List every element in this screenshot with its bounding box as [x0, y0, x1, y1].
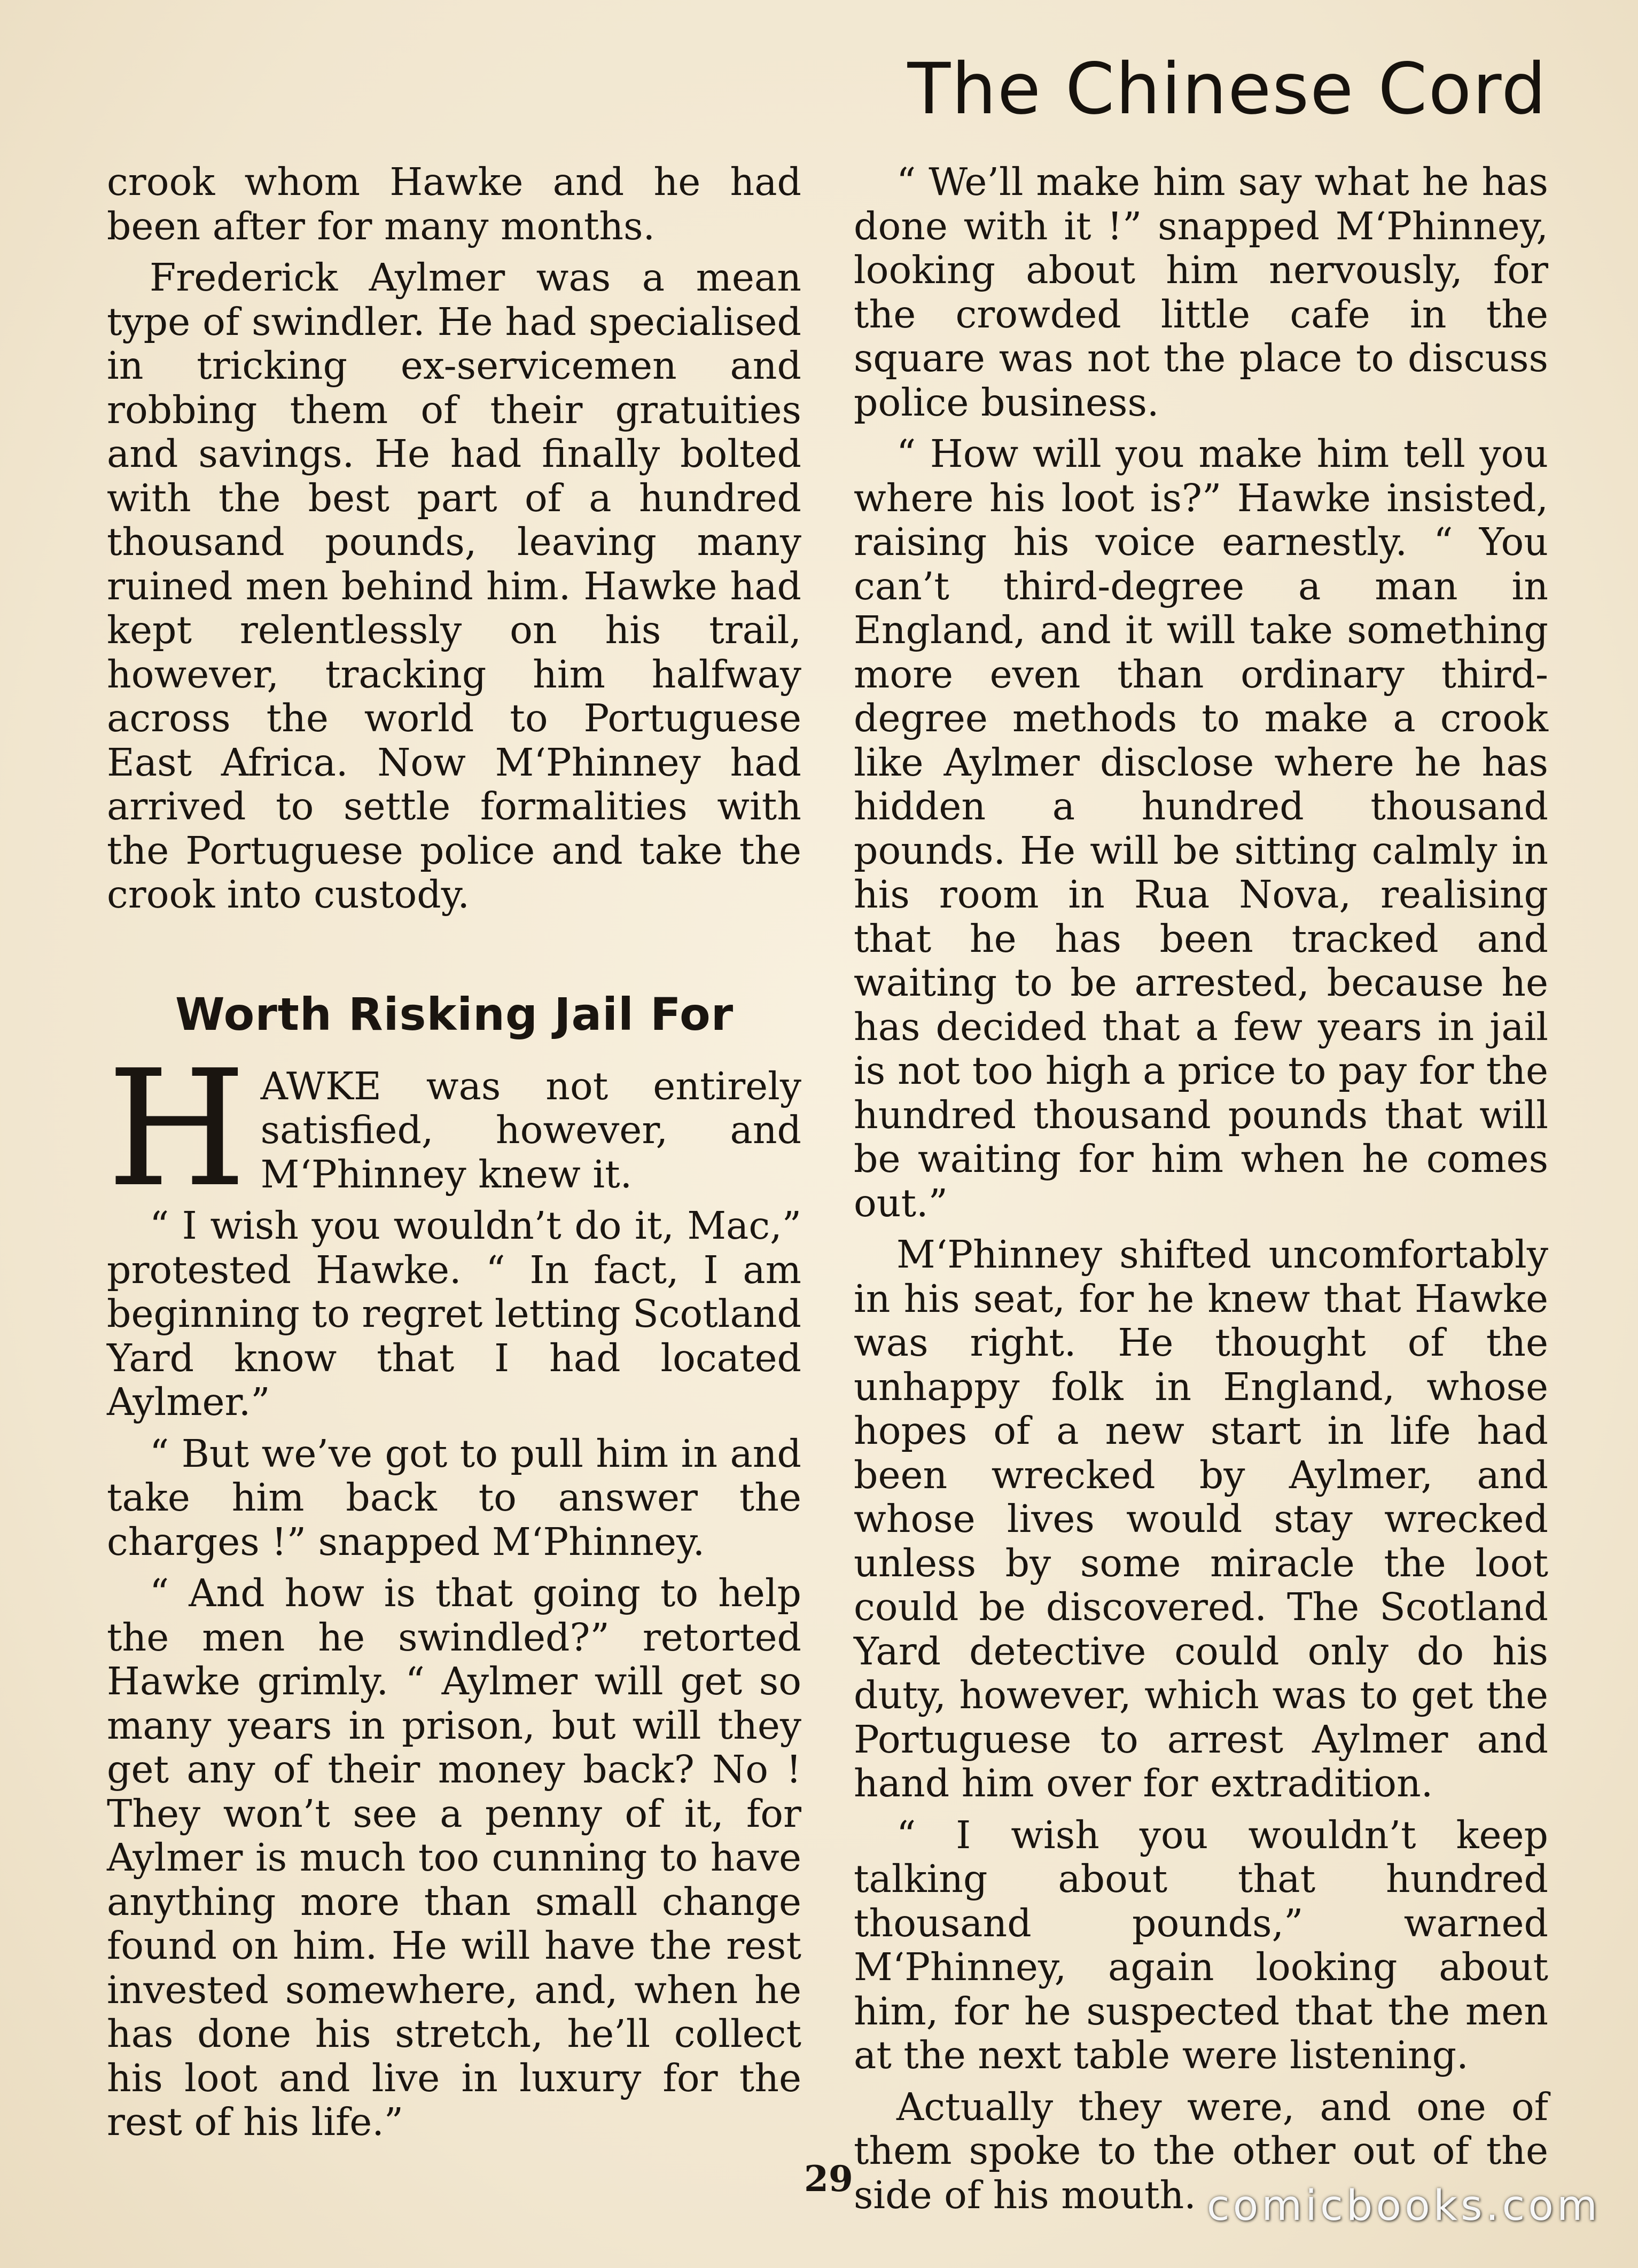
paragraph: Frederick Aylmer was a mean type of swindler. He had specialised in tricking ex-servicemen and robbing them of their gratuities and savings. He had finally bolted with the best part of a hundred thousand pounds, leaving many ruined men behind him. Hawke had kept relentlessly on his trail, however, tracking him halfway across the world to Portuguese East Africa. Now M‘Phinney had arrived to settle formalities with the Portuguese police and take the crook into custody. [107, 255, 801, 917]
paragraph: crook whom Hawke and he had been after for many months. [107, 160, 801, 248]
paragraph: “ We’ll make him say what he has done with it !” snapped M‘Phinney, looking about him nervously, for the crowded little cafe in the square was not the place to discuss police business. [854, 160, 1548, 425]
paragraph: “ How will you make him tell you where his loot is?” Hawke insisted, raising his voice earnestly. “ You can’t third-degree a man in England, and it will take something more even than ordinary third-degree methods to make a crook like Aylmer disclose where he has hidden a hundred thousand pounds. He will be sitting calmly in his room in Rua Nova, realising that he has been tracked and waiting to be arrested, because he has decided that a few years in jail is not too high a price to pay for the hundred thousand pounds that will be waiting for him when he comes out.” [854, 432, 1548, 1225]
paragraph-text: AWKE was not entirely satisfied, however, and M‘Phinney knew it. [260, 1063, 801, 1196]
paragraph: “ I wish you wouldn’t do it, Mac,” protested Hawke. “ In fact, I am beginning to regret letting Scotland Yard know that I had located Aylmer.” [107, 1203, 801, 1424]
site-watermark: comicbooks.com [1206, 2182, 1601, 2230]
running-head-title: The Chinese Cord [907, 48, 1547, 130]
paragraph: M‘Phinney shifted uncomfortably in his seat, for he knew that Hawke was right. He thought of the unhappy folk in England, whose hopes of a new start in life had been wrecked by Aylmer, and whose lives would stay wrecked unless by some miracle the loot could be discovered. The Scotland Yard detective could only do his duty, however, which was to get the Portuguese to arrest Aylmer and hand him over for extradition. [854, 1232, 1548, 1805]
paragraph: “ But we’ve got to pull him in and take him back to answer the charges !” snapped M‘Phinney. [107, 1431, 801, 1564]
right-text-column [854, 160, 1548, 2225]
paragraph: “ And how is that going to help the men he swindled?” retorted Hawke grimly. “ Aylmer will get so many years in prison, but will they get any of their money back? No ! They won’t see a penny of it, for Aylmer is much too cunning to have anything more than small change found on him. He will have the rest invested somewhere, and, when he has done his stretch, he’ll collect his loot and live in luxury for the rest of his life.” [107, 1571, 801, 2144]
page-number: 29 [804, 2158, 853, 2200]
left-text-column [107, 160, 801, 2152]
paragraph: Actually they were, and one of them spoke to the other out of the side of his mouth. [854, 2084, 1548, 2217]
paragraph: “ I wish you wouldn’t keep talking about that hundred thousand pounds,” warned M‘Phinney, again looking about him, for he suspected that the men at the next table were listening. [854, 1812, 1548, 2077]
paragraph-with-drop-cap [107, 1035, 801, 1222]
drop-cap: H [107, 1035, 247, 1222]
section-subheading: Worth Risking Jail For [175, 988, 734, 1041]
